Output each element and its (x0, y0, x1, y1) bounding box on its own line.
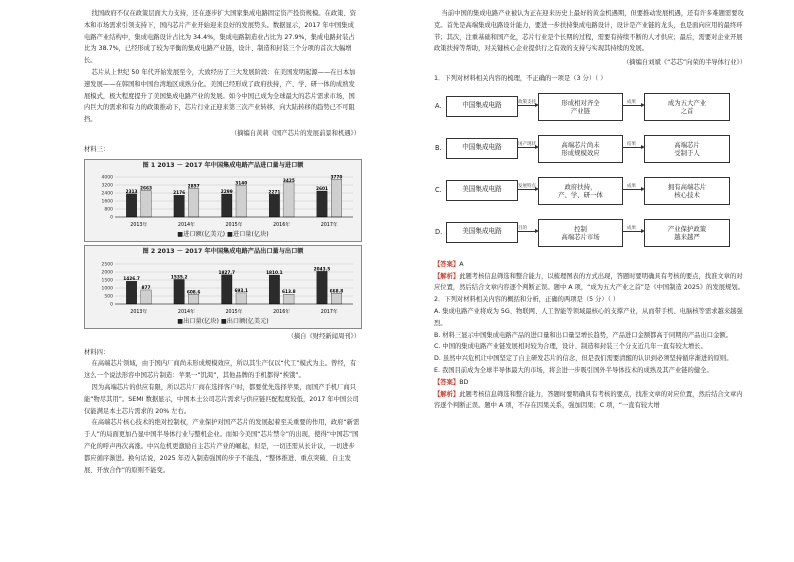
flow-arrow-label: 发展特点 (518, 183, 536, 189)
flow-row (435, 177, 732, 203)
bar (222, 194, 232, 217)
left-paragraph-1: 找国政府不仅在政策层面大力支持，还在逐步扩大国家集成电路固定资产投资规模。在政策、资本和市场需求引领支持下，国内芯片产业开始迎来良好的发展势头。数据显示，2017 年中国集成电路产业结构中，集成电路设计占比为 34.4%，集成电路制造业占比为 27.9%，集成电路封装占比为 38.7%，已经形成了较为平衡的集成电路产业链，设计、制造和封装三个分项的首次大幅增长。 (84, 10, 357, 65)
flow-subject-box: 美国集成电路 (446, 180, 518, 201)
x-tick-label: 2014年 (177, 223, 195, 229)
flow-arrow-label: 结果 (627, 141, 636, 147)
data-label: 3140 (235, 181, 248, 187)
flow-row (435, 219, 732, 245)
flow-row (435, 135, 732, 161)
import-chart-title: 图 1 2013 － 2017 年中国集成电路产品进口量与进口额 (142, 161, 304, 169)
flow-arrow-label: 政策支持 (518, 99, 536, 105)
flow-middle-box: 政府扶持， 产、学、研一体 (538, 177, 623, 205)
data-label: 2857 (187, 184, 200, 190)
data-label: 2601 (315, 187, 328, 193)
left-paragraph-5: 在高端芯片核心技术的绝对控制权，产业保护对国产芯片的发展起着至关重要的作用，政府“新需于人”的局面更加凸显中国半导体行业与整机企业。而如今美国“芯片禁令”的出现，使得“中国芯”国产化的呼声再次高涨。中兴危机更激励自主芯片产业的崛起，但是，一切还需从长计议，一切进步都应循序渐进。换句话说，2025 年迈入制造强国的步子不能乱，“整体推进、重点突破、自主发展、开放合作”的原则不能变。 (84, 419, 360, 474)
explanation-2 (434, 389, 746, 413)
import-chart (84, 159, 362, 243)
bar (141, 191, 151, 218)
flow-subject-box: 美国集成电路 (446, 222, 518, 243)
source-citation-3: （摘编自刘斌《“芯芯”向荣的半导体行业》） (622, 59, 746, 67)
material-4-label: 材料四： (84, 348, 110, 356)
x-tick-label: 2017年 (320, 223, 338, 229)
x-tick-label: 2015年 (225, 309, 243, 315)
flow-arrow-label: 成果 (627, 183, 636, 189)
flow-option-label: D. (435, 227, 443, 236)
data-label: 3770 (330, 175, 343, 181)
flow-result-box: 拥有高端芯片 核心技术 (644, 177, 730, 205)
export-chart (84, 245, 362, 329)
data-label: 2176 (173, 191, 186, 197)
option-c: C. 中国的集成电路产业链发展相对较为合理，设计、制造和封装三个分支近几年一直有较大增长。 (434, 343, 707, 351)
y-tick-label: 1600 (101, 199, 113, 205)
y-tick-label: 4000 (101, 175, 113, 181)
y-tick-label: 2000 (101, 270, 113, 276)
flow-option-label: B. (435, 143, 442, 152)
data-label: 1827.7 (218, 270, 236, 276)
y-tick-label: 0 (110, 302, 113, 308)
data-label: 2663 (140, 186, 153, 192)
bar (269, 195, 279, 218)
x-tick-label: 2016年 (273, 223, 291, 229)
explanation-text: 此题考核信息筛选和整合能力，答题时要明确具有考核的要点，找准文章的对应位置，然后结合文章内容逐个判断正误。题中 A 项，不存在因果关系，强加因果；C 项，“一直有较大增 (434, 390, 743, 410)
data-label: 613.8 (282, 290, 296, 296)
x-tick-label: 2016年 (273, 309, 291, 315)
option-a: A. 集成电路产业将成为 5G、物联网、人工智能等领域最核心的支撑产业，从而带手机、电脑核等需求越来越强烈。 (434, 307, 743, 327)
data-label: 1426.7 (123, 277, 140, 283)
y-tick-label: 0 (110, 215, 113, 221)
explanation-1 (434, 271, 746, 295)
x-tick-label: 2014年 (177, 309, 195, 315)
flow-arrow-label: 成果 (627, 99, 636, 105)
material-3-label: 材料三： (84, 145, 110, 153)
answer-label: 【答案】 (434, 378, 460, 386)
right-column (434, 8, 746, 412)
explanation-label: 【解析】 (434, 272, 460, 280)
bar (174, 196, 184, 218)
y-tick-label: 2400 (101, 191, 113, 197)
bar (236, 186, 246, 217)
y-tick-label: 800 (104, 207, 113, 213)
data-label: 877 (141, 285, 151, 291)
question-2: 2．下列对材料相关内容的概括和分析，正确的两项是（5 分）（ ） (434, 296, 620, 304)
y-tick-label: 1500 (101, 278, 113, 284)
bar (126, 194, 136, 217)
bar (317, 191, 327, 217)
answer-2 (434, 377, 746, 389)
flow-subject-box: 中国集成电路 (446, 96, 518, 117)
bar (317, 271, 327, 304)
flow-middle-box: 控制 高端芯片市场 (538, 219, 623, 247)
option-d: D. 虽然中兴危机让中国坚定了自主研发芯片的信念，但是我们需要清醒的认识到必须坚持循序渐进的原则。 (434, 355, 733, 363)
data-label: 1535.2 (170, 275, 188, 281)
bar (188, 294, 198, 304)
flow-arrow-label: 国产现状 (518, 141, 536, 147)
flow-arrow-label: 成果 (627, 225, 636, 231)
question-1: 1．下列对材料相关内容的梳理，不正确的一项是（3 分）（ ） (434, 74, 607, 82)
bar (174, 279, 184, 304)
data-label: 2043.5 (313, 267, 331, 273)
answer-value: BD (459, 378, 469, 386)
bar (331, 180, 341, 218)
flow-middle-box: 形成相对齐全 产业链 (538, 93, 623, 121)
bar (269, 275, 279, 304)
bar (284, 183, 294, 217)
import-chart-legend: ■进口额(亿美元) ■进口量(亿块) (177, 231, 269, 239)
data-label: 693.1 (234, 288, 249, 294)
flow-result-box: 成为五大产业 之首 (644, 93, 730, 121)
data-label: 2313 (125, 190, 138, 196)
data-label: 668.8 (329, 289, 344, 295)
explanation-text: 此题考核信息筛选和整合能力，以梳理图表的方式出现，答题时要明确具有考核的要点，找准文章的对应位置，然后结合文章内容逐个判断正误。题中 A 项，“成为五大产业之首”是《中国制造 2025》的发展规划。 (434, 272, 744, 292)
left-paragraph-2: 芯片从上世纪 50 年代开始发展至今，大致经历了三大发展阶段：在美国发明起源——在日本加速发展——在韩国和中国台湾地区成熟分化。美国已经形成了政府扶持，产、学、研一体的成熟发展模式，极大程度提升了美国集成电路产业的发展。如今中国已成为全球最大的芯片需求市场，国内巨大的需求和有力的政策推动下，芯片行业正迎来第三次产业转移，向大陆转移的趋势已不可阻挡。 (84, 68, 356, 124)
flow-subject-box: 中国集成电路 (446, 138, 518, 159)
y-tick-label: 500 (104, 294, 113, 300)
x-tick-label: 2015年 (225, 223, 243, 229)
data-label: 2299 (220, 190, 233, 196)
data-label: 608.6 (186, 290, 201, 296)
x-tick-label: 2017年 (320, 309, 338, 315)
data-label: 2271 (268, 190, 281, 196)
data-label: 1810.1 (266, 270, 283, 276)
flow-diagram (434, 89, 746, 257)
bar (236, 293, 246, 304)
x-tick-label: 2013年 (130, 309, 148, 315)
bar (126, 281, 136, 304)
bar (284, 294, 294, 304)
option-b: B. 材料三显示中国集成电路产品的进口量和出口量呈增长趋势，产品进口金额都高于同期的产品出口金额。 (434, 331, 732, 339)
export-chart-title: 图 2 2013 － 2017 年中国集成电路产品出口量与出口额 (142, 248, 304, 256)
bar (222, 275, 232, 304)
answer-value: A (459, 260, 464, 268)
flow-option-label: A. (435, 101, 442, 110)
y-tick-label: 3200 (101, 183, 113, 189)
data-label: 3425 (282, 179, 295, 185)
source-citation-2: （摘自《财经新闻周刊》） (287, 332, 360, 340)
explanation-label: 【解析】 (434, 390, 460, 398)
x-tick-label: 2013年 (130, 223, 148, 229)
bar (331, 293, 341, 304)
answer-label: 【答案】 (434, 260, 460, 268)
right-paragraph-1: 当前中国的集成电路产业被认为正在迎来历史上最好的黄金机遇期，但要推动发展机遇，还有许多难题需要攻克。首先是高端集成电路设计能力，要进一步扶持集成电路设计，设计是产业链的龙头，也是面向应用的最终环节；其次，注重基础和国产化，芯片行业是个长期的过程，需要有持续不断的人才供应；最后，需要对企业开展政策扶持等帮助，对关键核心企业提供行之有效的支持与实现其持续的发展。 (434, 10, 744, 53)
flow-arrow-label: 目的 (518, 225, 527, 231)
left-paragraph-3: 在高端芯片领域，由于国内厂商尚未形成规模效应，所以其生产仅以“代工”模式为主。曾经，有这么一个说法形容中国芯片制造：苹果一“饥渴”，其他品牌的手机都得“挨饿”。 (84, 360, 357, 380)
flow-middle-box: 高端芯片尚未 形成规模效应 (538, 135, 623, 163)
y-tick-label: 2500 (101, 262, 113, 268)
flow-result-box: 产业保护政策 越来越严 (644, 219, 730, 247)
export-chart-svg (85, 258, 361, 316)
source-citation-1: （摘编自黄莉《国产芯片的发展前景和机遇》） (230, 129, 360, 137)
import-chart-svg (85, 171, 361, 229)
bar (141, 290, 151, 304)
flow-result-box: 高端芯片 受制于人 (644, 135, 730, 163)
flow-option-label: C. (435, 185, 442, 194)
left-paragraph-4: 因为高端芯片的供应有限，所以芯片厂商在选择客户时，都要优先选择苹果，而国产手机厂商只能“物尽其用”。SEMI 数据显示，中国本土公司芯片需求与供应链匹配程度较低，2017 年中国公司仅能满足本土芯片需求的 20% 左右。 (84, 383, 359, 415)
flow-row (435, 93, 732, 119)
bar (188, 189, 198, 218)
left-column (84, 8, 360, 476)
option-e: E. 我国目前成为全球半导体最大的市场，将会进一步吸引国外半导体技术的成熟及其产业链的健全。 (434, 366, 713, 374)
export-chart-legend: ■出口量(亿块) ■出口额(亿美元) (177, 317, 269, 325)
y-tick-label: 1000 (101, 286, 113, 292)
answer-1 (434, 259, 746, 271)
